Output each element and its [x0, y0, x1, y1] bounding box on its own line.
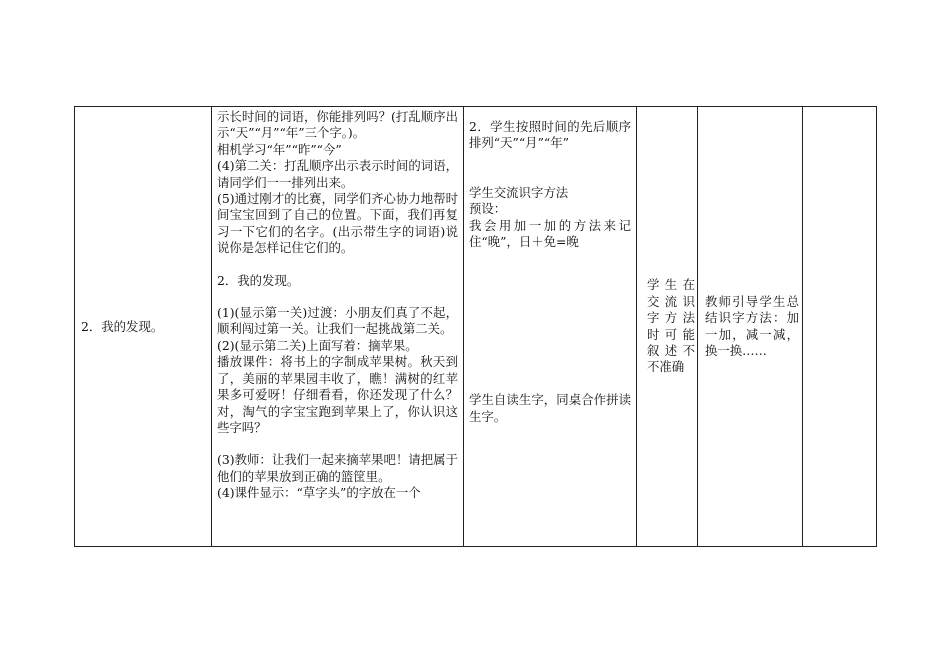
lesson-plan-table: [74, 106, 877, 547]
prediction-text: 学生在交流识字方法时可能叙述不不准确: [647, 277, 695, 375]
spacer: [217, 289, 458, 305]
teacher-line: (3)教师：让我们一起来摘苹果吧！请把属于他们的苹果放到正确的篮筐里。: [217, 452, 458, 484]
teacher-line: (1)(显示第一关)过渡：小朋友们真了不起，顺利闯过第一关。让我们一起挑战第二关。: [217, 305, 458, 337]
teacher-line: (2)(显示第二关)上面写着：摘苹果。: [217, 337, 418, 353]
student-step-title: 学生交流识字方法: [469, 184, 569, 200]
strategy-cell: [698, 107, 803, 547]
teacher-line: 相机学习“年”“昨”“今”: [217, 141, 342, 157]
strategy-text: 教师引导学生总结识字方法：加一加，减一减，换一换……: [705, 293, 799, 358]
notes-cell: [803, 107, 877, 547]
prediction-cell: [637, 107, 698, 547]
teacher-line: (4)课件显示：“草字头”的字放在一个: [217, 485, 421, 501]
student-activity-cell: [464, 107, 637, 547]
step-title: 2．我的发现。: [81, 319, 164, 335]
student-step: 学生自读生字，同桌合作拼读生字。: [469, 392, 631, 424]
student-step-body: 我会用加一加的方法来记住“晚”，日＋免=晚: [469, 217, 631, 250]
spacer: [217, 257, 458, 273]
teacher-line: (4)第二关：打乱顺序出示表示时间的词语，请同学们一一排列出来。: [217, 158, 458, 190]
student-step: 2．学生按照时间的先后顺序排列“天”“月”“年”: [469, 119, 631, 151]
teacher-line: (5)通过刚才的比赛，同学们齐心协力地帮时间宝宝回到了自己的位置。下面，我们再复习一下它们的名字。(出示带生字的词语)说说你是怎样记住它们的。: [217, 191, 458, 256]
step-cell: [75, 107, 212, 547]
teacher-activity-cell: [212, 107, 464, 547]
teacher-heading: 2．我的发现。: [217, 272, 300, 288]
spacer: [217, 436, 458, 452]
student-step-sub: 预设：: [469, 201, 507, 217]
teacher-line: 播放课件：将书上的字制成苹果树。秋天到了，美丽的苹果园丰收了，瞧！满树的红苹果多可爱呀！仔细看看，你还发现了什么？对，淘气的字宝宝跑到苹果上了，你认识这些字吗？: [217, 354, 458, 435]
teacher-line: 示长时间的词语，你能排列吗？(打乱顺序出示“天”“月”“年”三个字。)。: [217, 109, 458, 141]
table-row: [75, 107, 877, 547]
